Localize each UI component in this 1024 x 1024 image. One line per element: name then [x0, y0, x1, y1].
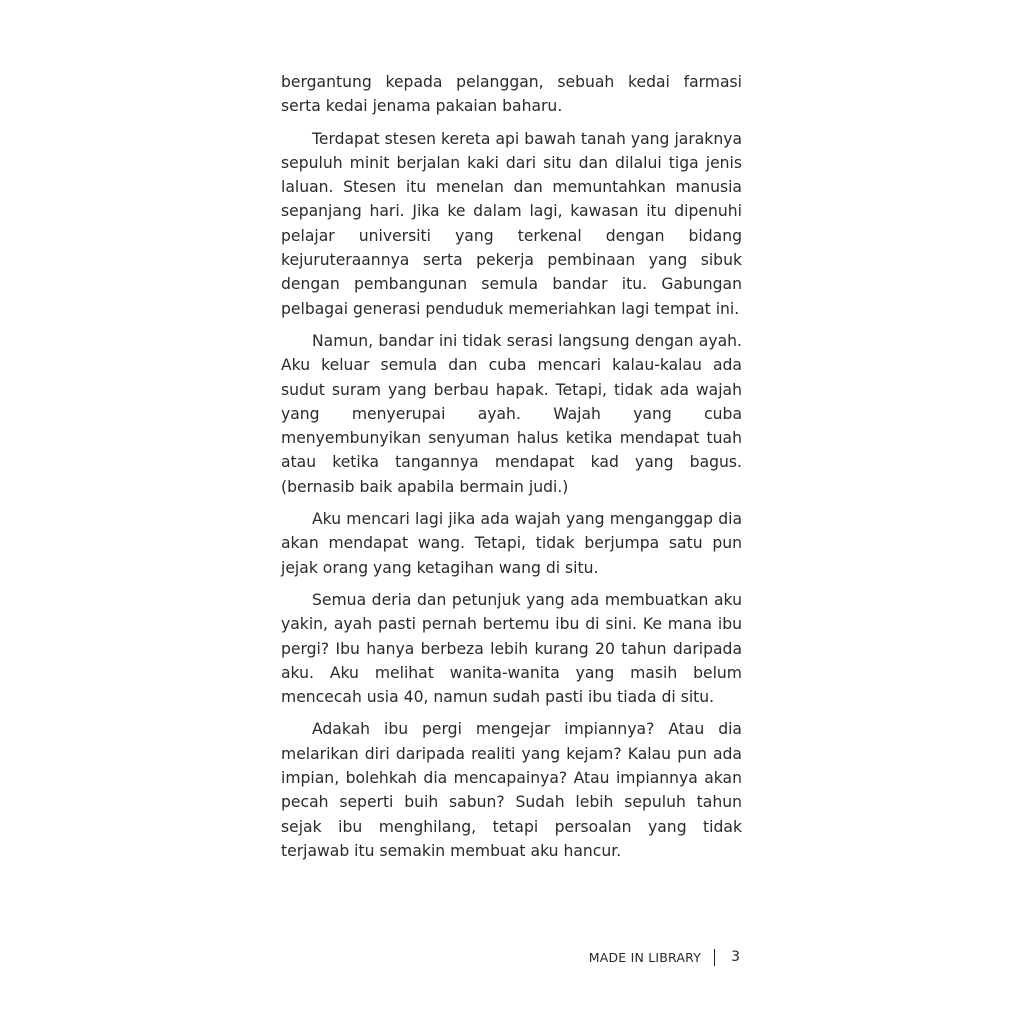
paragraph-6: Adakah ibu pergi mengejar impiannya? Atau dia melarikan diri daripada realiti yang kejam? Kalau pun ada impian, bolehkah dia mencapainya? Atau impiannya akan pecah seperti buih sabun? Sudah lebih sepuluh tahun sejak ibu menghilang, tetapi persoalan yang tidak terjawab itu semakin membuat aku hancur. — [281, 720, 742, 860]
paragraph-4: Aku mencari lagi jika ada wajah yang menganggap dia akan mendapat wang. Tetapi, tidak berjumpa satu pun jejak orang yang ketagihan wang di situ. — [281, 510, 742, 577]
page-footer — [540, 946, 740, 968]
paragraph-5: Semua deria dan petunjuk yang ada membuatkan aku yakin, ayah pasti pernah bertemu ibu di sini. Ke mana ibu pergi? Ibu hanya berbeza lebih kurang 20 tahun daripada aku. Aku melihat wanita-wanita yang masih belum mencecah usia 40, namun sudah pasti ibu tiada di situ. — [281, 590, 742, 707]
running-footer-title: MADE IN LIBRARY — [588, 949, 702, 965]
body-text — [281, 70, 742, 871]
paragraph-1: bergantung kepada pelanggan, sebuah kedai farmasi serta kedai jenama pakaian baharu. — [281, 73, 742, 116]
page-number: 3 — [731, 949, 740, 965]
paragraph-2: Terdapat stesen kereta api bawah tanah yang jaraknya sepuluh minit berjalan kaki dari situ dan dilalui tiga jenis laluan. Stesen itu menelan dan memuntahkan manusia sepanjang hari. Jika ke dalam lagi, kawasan itu dipenuhi pelajar universiti yang terkenal dengan bidang kejuruteraannya serta pekerja pembinaan yang sibuk dengan pembangunan semula bandar itu. Gabungan pelbagai generasi penduduk memeriahkan lagi tempat ini. — [281, 129, 742, 318]
footer-divider — [714, 949, 715, 966]
paragraph-3: Namun, bandar ini tidak serasi langsung dengan ayah. Aku keluar semula dan cuba mencari kalau-kalau ada sudut suram yang berbau hapak. Tetapi, tidak ada wajah yang menyerupai ayah. Wajah yang cuba menyembunyikan senyuman halus ketika mendapat tuah atau ketika tangannya mendapat kad yang bagus. (bernasib baik apabila bermain judi.) — [281, 331, 742, 496]
